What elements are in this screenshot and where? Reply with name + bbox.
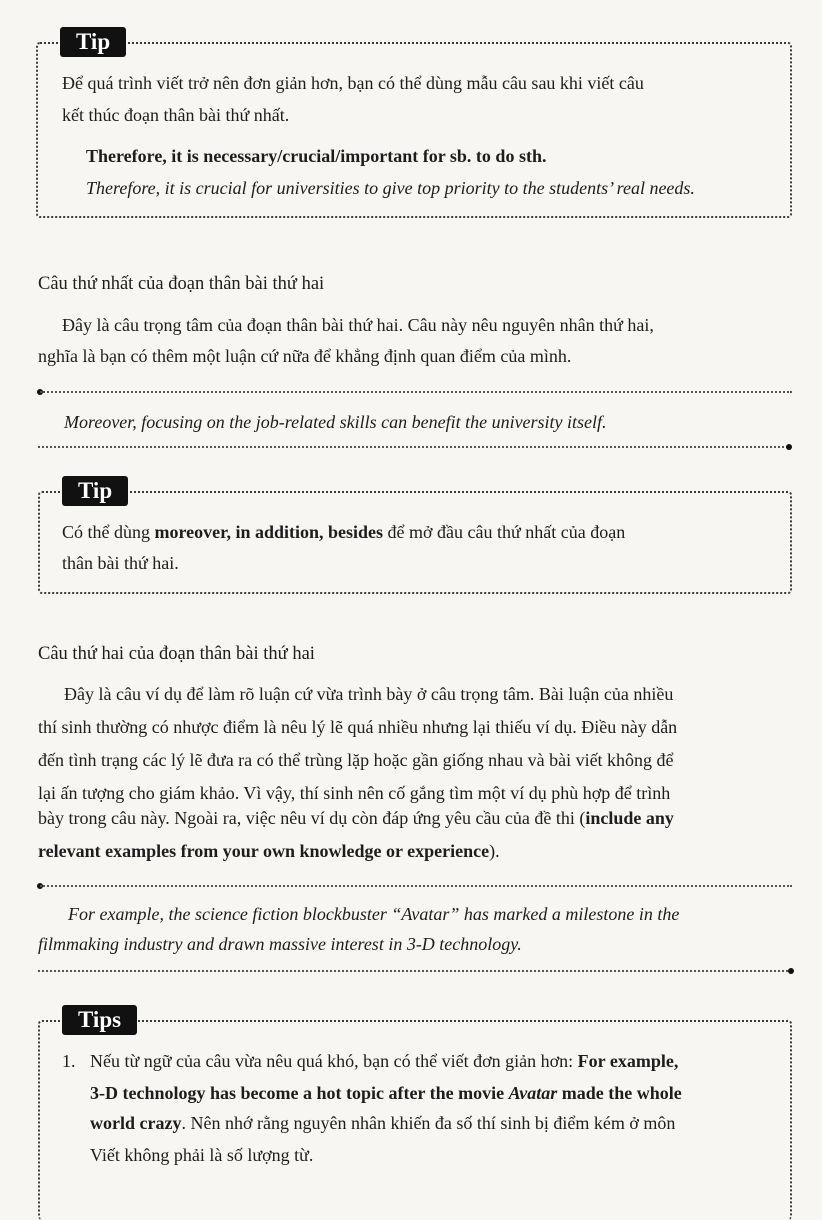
tip2-text-post: để mở đầu câu thứ nhất của đoạn <box>383 522 626 542</box>
tips-item-line-2 <box>90 1078 682 1108</box>
tip-label-2: Tip <box>62 476 128 506</box>
section2-line-5-bold: include any <box>585 808 674 828</box>
section2-line-1: Đây là câu ví dụ để làm rõ luận cứ vừa trình bày ở câu trọng tâm. Bài luận của nhiều <box>64 684 674 704</box>
divider-line <box>38 970 788 972</box>
tips-item-line-1-text: Nếu từ ngữ của câu vừa nêu quá khó, bạn có thể viết đơn giản hơn: <box>90 1051 578 1071</box>
section2-line-3: đến tình trạng các lý lẽ đưa ra có thể trùng lặp hoặc gần giống nhau và bài viết không để <box>38 750 674 770</box>
section2-line-6 <box>38 836 500 866</box>
divider-line <box>38 446 788 448</box>
tips-item-line-1 <box>90 1046 678 1076</box>
tip2-line-1 <box>62 517 625 547</box>
tips-item-line-4: Viết không phải là số lượng từ. <box>90 1145 314 1165</box>
section2-line-5 <box>38 803 674 833</box>
divider-dot <box>786 444 792 450</box>
tips-item-line-3 <box>90 1108 675 1138</box>
tips-item-line-2-movie: Avatar <box>508 1083 558 1103</box>
section2-heading: Câu thứ hai của đoạn thân bài thứ hai <box>38 644 315 664</box>
tips-label-3: Tips <box>62 1005 137 1035</box>
section2-line-4: lại ấn tượng cho giám khảo. Vì vậy, thí sinh nên cố gắng tìm một ví dụ phù hợp để trình <box>38 783 671 803</box>
section2-line-6-bold: relevant examples from your own knowledge or experience <box>38 841 490 861</box>
divider-dot <box>788 968 794 974</box>
tip2-connectors: moreover, in addition, besides <box>154 522 384 542</box>
section1-example: Moreover, focusing on the job-related skills can benefit the university itself. <box>64 412 607 432</box>
tip2-text-pre: Có thể dùng <box>62 522 155 542</box>
section2-example-line-1: For example, the science fiction blockbuster “Avatar” has marked a milestone in the <box>68 904 680 924</box>
tips-item-line-2-bold-b: made the whole <box>557 1083 682 1103</box>
tips-item-line-1-bold: For example, <box>577 1051 679 1071</box>
tips-item-line-2-bold-a: 3-D technology has become a hot topic after the movie <box>90 1083 509 1103</box>
section2-line-2: thí sinh thường có nhược điểm là nêu lý lẽ quá nhiều nhưng lại thiếu ví dụ. Điều này dẫn <box>38 717 678 737</box>
tips-item-number: 1. <box>62 1051 76 1071</box>
section1-heading: Câu thứ nhất của đoạn thân bài thứ hai <box>38 274 325 294</box>
tip1-pattern: Therefore, it is necessary/crucial/important for sb. to do sth. <box>86 146 547 166</box>
tip1-example: Therefore, it is crucial for universities to give top priority to the students’ real needs. <box>86 178 695 198</box>
tip1-line-2: kết thúc đoạn thân bài thứ nhất. <box>62 105 290 125</box>
section2-line-6-text: ). <box>489 841 500 861</box>
section1-line-1: Đây là câu trọng tâm của đoạn thân bài thứ hai. Câu này nêu nguyên nhân thứ hai, <box>62 315 654 335</box>
section2-example-line-2: filmmaking industry and drawn massive interest in 3-D technology. <box>38 934 522 954</box>
section1-line-2: nghĩa là bạn có thêm một luận cứ nữa để khẳng định quan điểm của mình. <box>38 346 572 366</box>
tip2-line-2: thân bài thứ hai. <box>62 553 179 573</box>
tip-label-1: Tip <box>60 27 126 57</box>
tips-item-line-3-text: . Nên nhớ rằng nguyên nhân khiến đa số thí sinh bị điểm kém ở môn <box>181 1113 676 1133</box>
tips-item-line-3-bold: world crazy <box>90 1113 182 1133</box>
tip1-line-1: Để quá trình viết trở nên đơn giản hơn, bạn có thể dùng mẫu câu sau khi viết câu <box>62 73 644 93</box>
section2-line-5-text: bày trong câu này. Ngoài ra, việc nêu ví dụ còn đáp ứng yêu cầu của đề thi ( <box>38 808 586 828</box>
divider-line <box>40 391 792 393</box>
divider-line <box>40 885 792 887</box>
